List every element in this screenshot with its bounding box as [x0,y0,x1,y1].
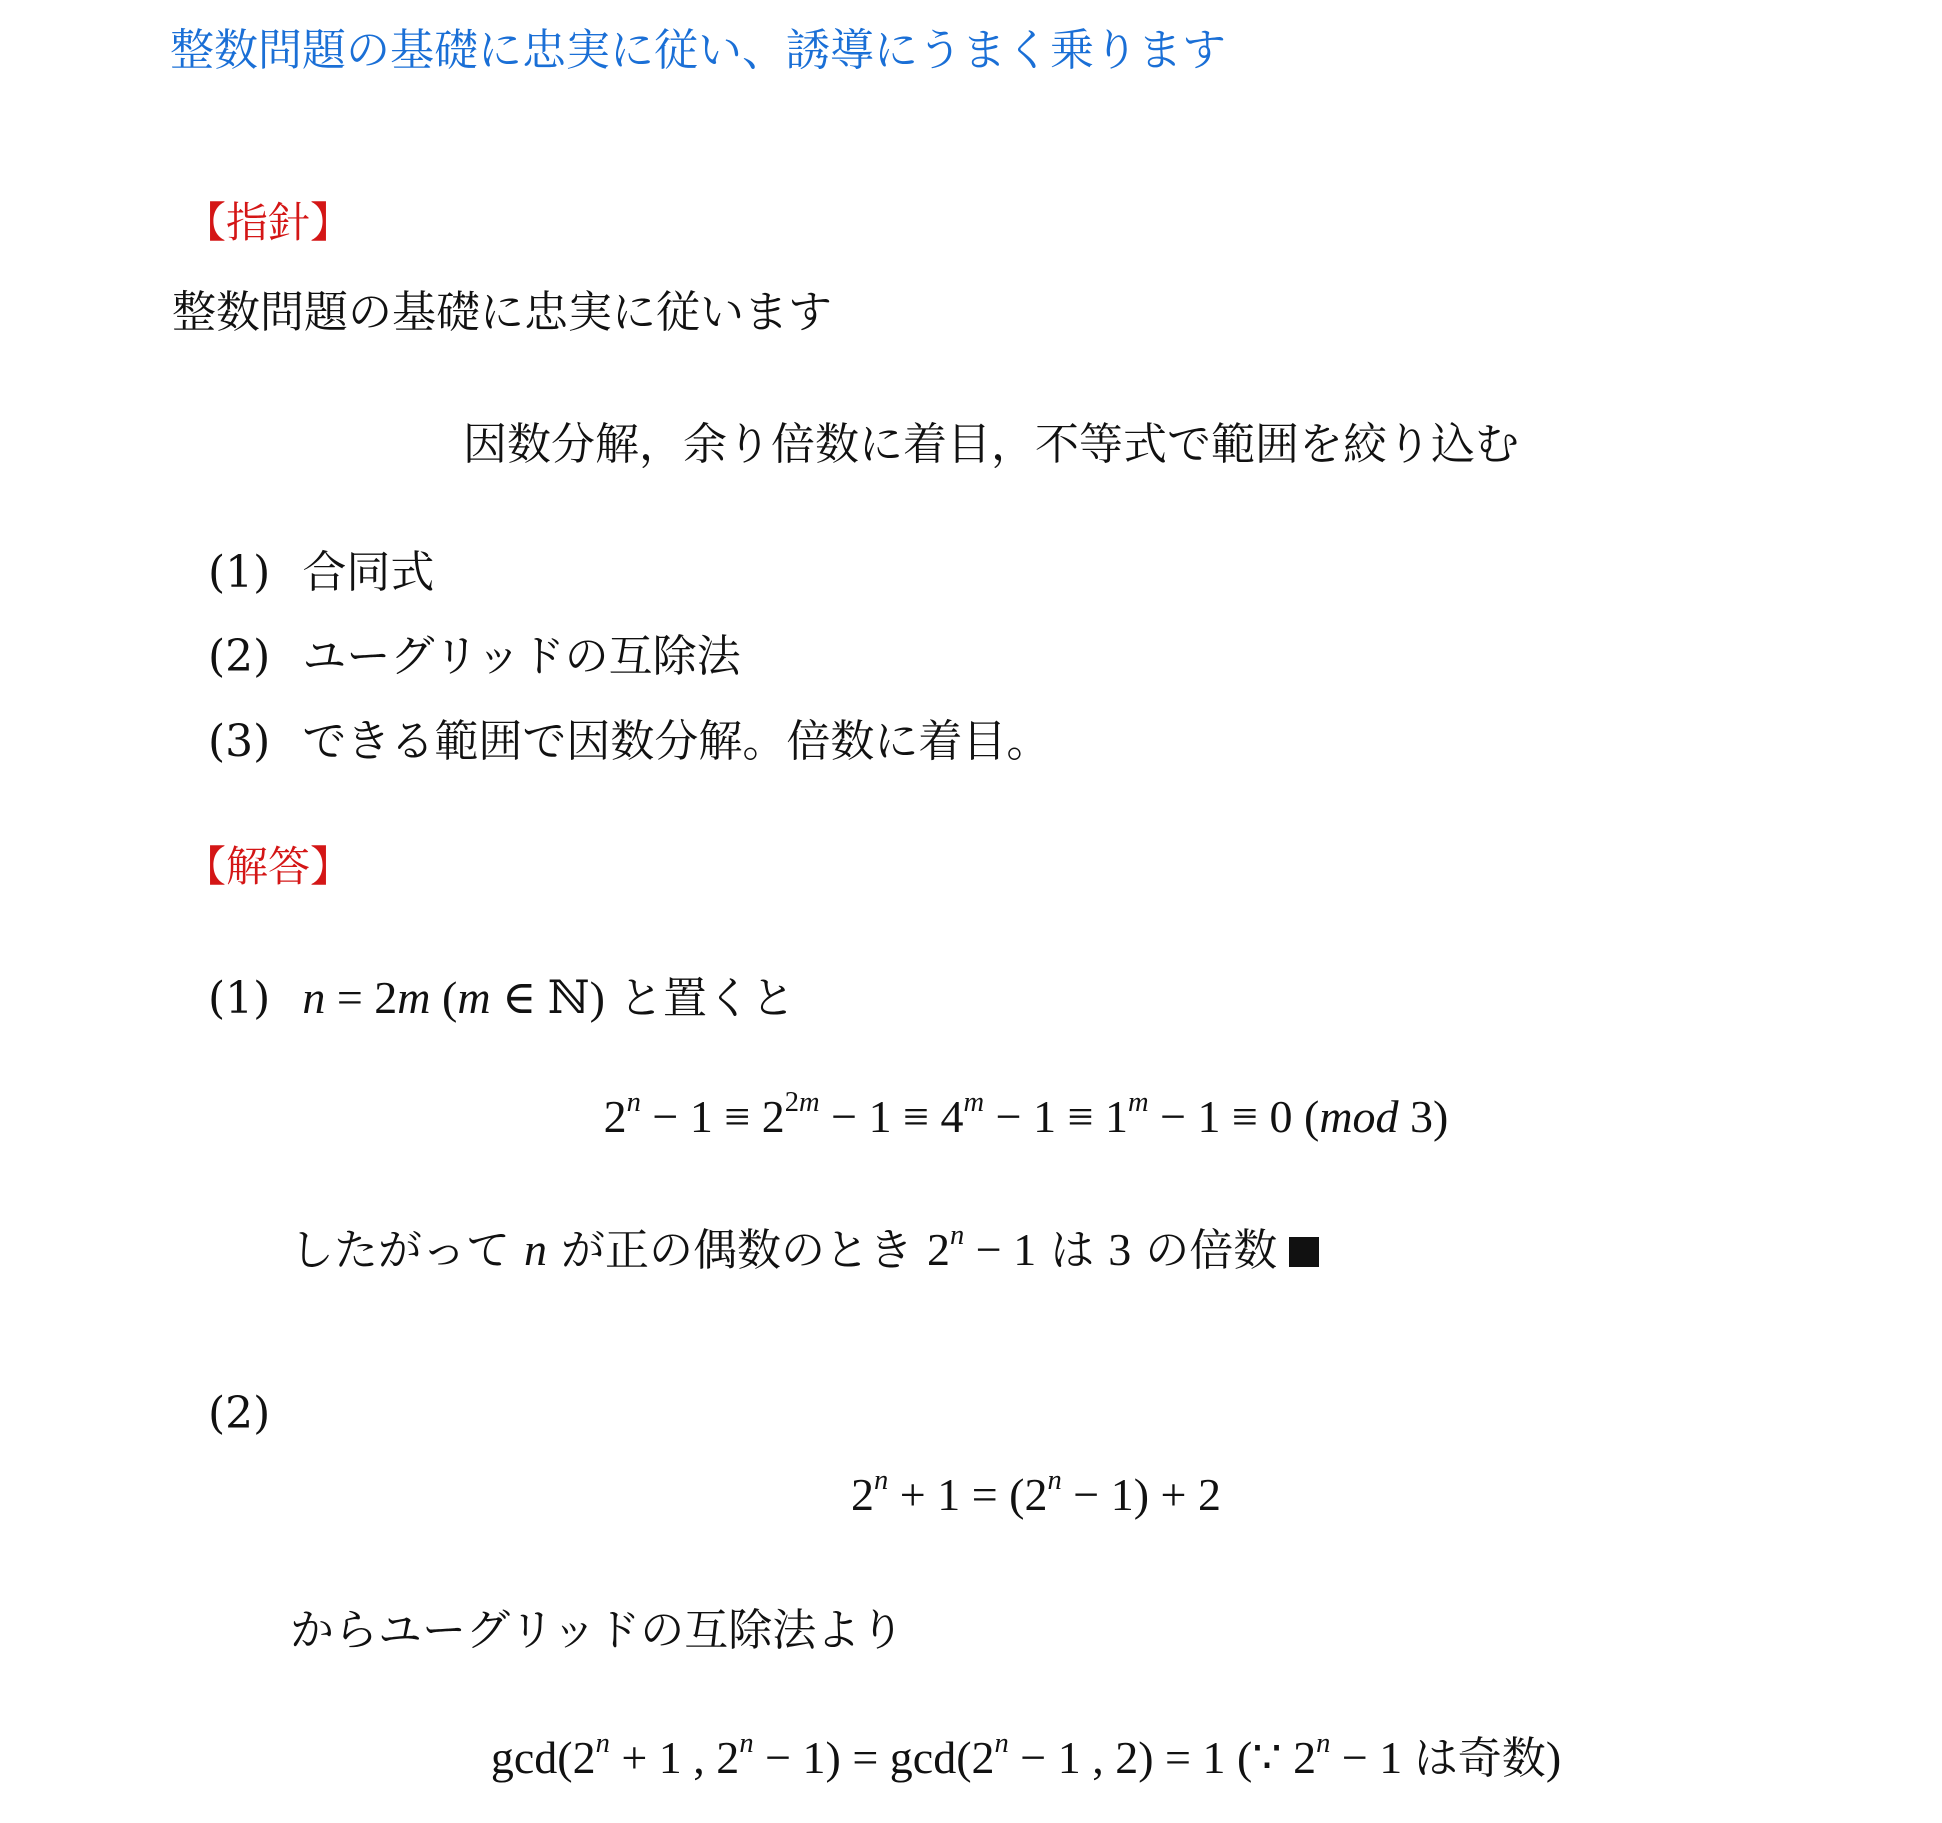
part1-conclusion-suffix: の倍数 [1145,1225,1278,1276]
item-number: (2) [208,631,271,682]
part1-conclusion [290,1214,1319,1278]
qed-square-icon [1289,1237,1319,1267]
variable-n: n [524,1224,547,1275]
guideline-intro: 整数問題の基礎に忠実に従います [172,287,832,338]
item-text: ユーグリッドの互除法 [302,631,741,682]
part1-substitution: n = 2m (m ∈ ℕ) [302,972,605,1023]
part1-congruence: $2^n - 1 \equiv 2^{2m} - 1 \equiv 4^m - 1 \equiv 1^m - 1 \equiv 0$ (mod 3) [603,1086,1449,1142]
part2-gcd: $\gcd(2^n + 1$ , $2^n - 1) = \gcd(2^n - 1$ , 2) = 1 (∵ $2^n - 1$ は奇数) [490,1727,1562,1784]
guideline-heading: 【指針】 [184,198,353,247]
part2-identity: $2^n + 1 = (2^n - 1) + 2$ [851,1464,1221,1520]
odd-word: は奇数 [1413,1733,1546,1784]
item-number: (3) [208,716,271,767]
item-number: (1) [208,547,271,598]
guideline-item [208,620,741,684]
part1-number: (1) [208,973,271,1024]
part1-setup-suffix: と置くと [619,973,795,1024]
part2-number: (2) [208,1388,271,1439]
expression-2n-minus-1: $2^n - 1$ [927,1219,1037,1275]
guideline-item [208,705,1050,769]
answer-heading: 【解答】 [184,842,353,891]
page-title: 整数問題の基礎に忠実に従い、誘導にうまく乗ります [170,25,1226,76]
item-text: 合同式 [302,547,435,598]
part2-bridge: からユーグリッドの互除法より [290,1605,905,1656]
item-text: できる範囲で因数分解。倍数に着目。 [302,716,1051,767]
guideline-item [208,536,434,600]
number-3: 3 [1108,1224,1132,1275]
part1-conclusion-mid2: は [1050,1225,1095,1276]
guideline-summary: 因数分解，余り倍数に着目，不等式で範囲を絞り込む [463,419,1519,470]
part1-setup [208,962,795,1026]
part1-conclusion-mid1: が正の偶数のとき [561,1225,913,1276]
part1-conclusion-prefix: したがって [290,1225,510,1276]
